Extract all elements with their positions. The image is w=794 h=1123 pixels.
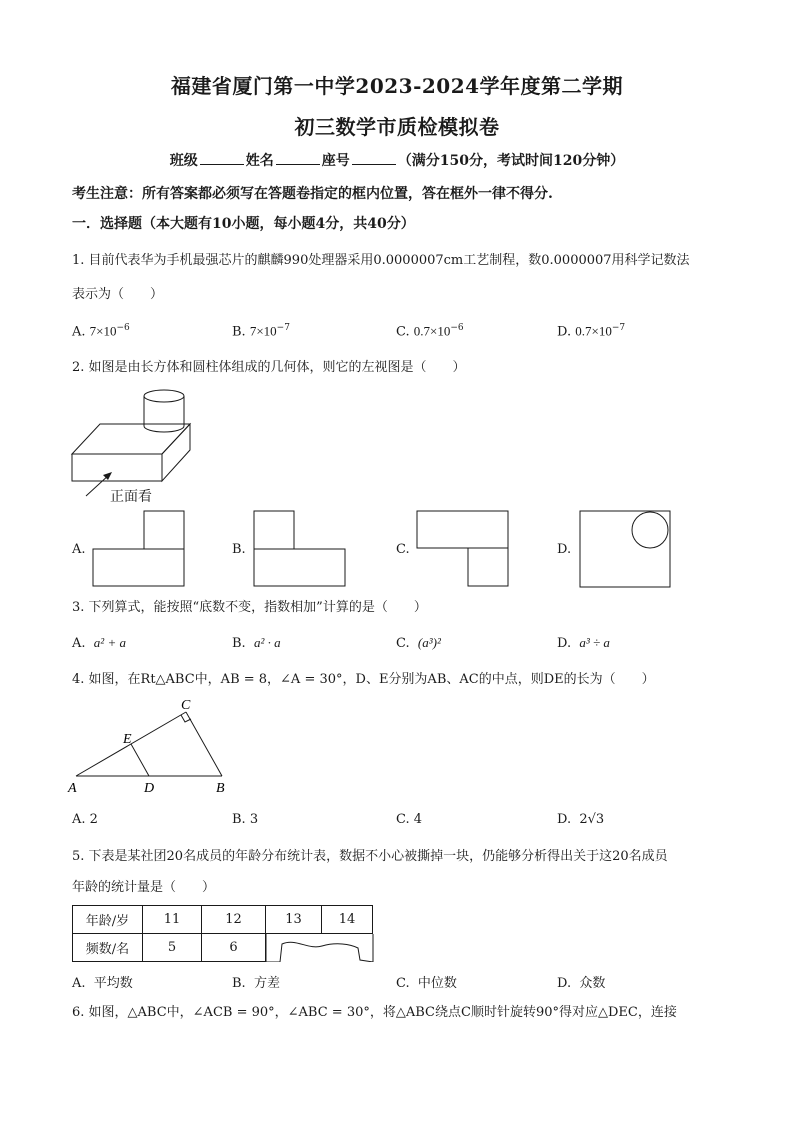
option-label: D. xyxy=(557,636,572,651)
class-label: 班级 xyxy=(169,153,198,169)
table-row xyxy=(73,934,373,962)
table-cell: 6 xyxy=(202,934,266,962)
option-value: 中位数 xyxy=(417,976,457,991)
option-value: 平均数 xyxy=(93,976,133,991)
q4-option-d[interactable] xyxy=(557,812,604,827)
q2-option-d-figure[interactable] xyxy=(579,510,673,588)
option-label: D. xyxy=(557,812,572,827)
point-e-label: E xyxy=(123,732,132,747)
option-value: 方差 xyxy=(253,976,280,991)
exam-title: 福建省厦门第一中学2023-2024学年度第二学期 xyxy=(170,74,624,98)
option-expr: a² + a xyxy=(93,635,126,650)
table-cell: 14 xyxy=(322,906,373,934)
table-row xyxy=(73,906,373,934)
exam-subtitle: 初三数学市质检模拟卷 xyxy=(294,115,500,139)
q1-option-c[interactable] xyxy=(396,323,464,339)
q3-option-d[interactable] xyxy=(557,635,610,651)
torn-cell xyxy=(266,934,373,962)
score-note: （满分150分，考试时间120分钟） xyxy=(397,153,625,169)
table-cell: 13 xyxy=(266,906,322,934)
q5-option-a[interactable] xyxy=(72,972,133,991)
seat-label: 座号 xyxy=(321,153,350,169)
table-cell: 频数/名 xyxy=(73,934,143,962)
class-blank[interactable] xyxy=(200,150,244,165)
option-exp: −7 xyxy=(276,323,290,333)
option-value: 2√3 xyxy=(579,812,605,827)
q2-option-c-figure[interactable] xyxy=(416,510,510,588)
name-label: 姓名 xyxy=(245,153,274,169)
option-base: 7×10 xyxy=(89,323,117,339)
option-exp: −7 xyxy=(611,323,626,333)
option-label: B. xyxy=(232,812,246,827)
table-cell: 12 xyxy=(202,906,266,934)
q2-option-b-figure[interactable] xyxy=(253,510,347,588)
q2-option-a-figure[interactable] xyxy=(92,510,186,588)
q2-option-d-label: D. xyxy=(557,542,572,557)
q5-option-c[interactable] xyxy=(396,972,457,991)
option-label: A. xyxy=(72,324,86,340)
q4-option-b[interactable] xyxy=(232,812,258,827)
exam-notice: 考生注意：所有答案都必须写在答题卷指定的框内位置，答在框外一律不得分. xyxy=(72,186,553,202)
q3-option-b[interactable] xyxy=(232,635,281,651)
q1-option-a[interactable] xyxy=(72,323,130,339)
point-d-label: D xyxy=(144,781,155,796)
q5-age-table xyxy=(72,905,373,962)
option-expr: a² · a xyxy=(253,635,281,650)
q1-option-b[interactable] xyxy=(232,323,290,339)
option-value: 3 xyxy=(249,812,259,827)
q4-text: 4. 如图，在Rt△ABC中，AB = 8，∠A = 30°，D、E分别为AB、AC的中点，则DE的长为（ ） xyxy=(72,672,655,687)
q5-option-b[interactable] xyxy=(232,972,280,991)
q2-option-c-label: C. xyxy=(396,542,410,557)
option-exp: −6 xyxy=(116,323,130,333)
option-label: A. xyxy=(72,812,86,827)
option-value: 4 xyxy=(413,812,423,827)
q3-text: 3. 下列算式，能按照“底数不变，指数相加”计算的是（ ） xyxy=(72,600,427,615)
option-label: C. xyxy=(396,812,410,827)
point-b-label: B xyxy=(216,781,225,796)
table-cell: 年龄/岁 xyxy=(73,906,143,934)
option-label: C. xyxy=(396,636,410,651)
option-value: 众数 xyxy=(579,976,606,991)
q4-option-a[interactable] xyxy=(72,812,98,827)
student-info-line xyxy=(0,150,794,170)
option-label: D. xyxy=(557,324,572,340)
q1-line2: 表示为（ ） xyxy=(72,287,164,302)
q5-line1: 5. 下表是某社团20名成员的年龄分布统计表，数据不小心被撕掉一块，仍能够分析得出关于这20名成员 xyxy=(72,849,668,864)
q2-text: 2. 如图是由长方体和圆柱体组成的几何体，则它的左视图是（ ） xyxy=(72,360,466,375)
option-label: B. xyxy=(232,636,246,651)
name-blank[interactable] xyxy=(276,150,320,165)
option-label: C. xyxy=(396,324,410,340)
option-value: 2 xyxy=(89,812,98,827)
option-base: 0.7×10 xyxy=(413,323,451,339)
option-label: C. xyxy=(396,976,410,991)
q3-option-c[interactable] xyxy=(396,635,441,651)
option-label: A. xyxy=(72,976,86,991)
q2-option-b-label: B. xyxy=(232,542,246,557)
q2-view-label: 正面看 xyxy=(110,489,152,505)
q5-line2: 年龄的统计量是（ ） xyxy=(72,880,216,895)
table-cell: 11 xyxy=(143,906,202,934)
option-base: 7×10 xyxy=(249,323,277,339)
q1-option-d[interactable] xyxy=(557,323,625,339)
point-c-label: C xyxy=(181,698,191,713)
option-label: B. xyxy=(232,976,246,991)
torn-edge-mark xyxy=(266,934,374,962)
option-label: B. xyxy=(232,324,246,340)
q1-line1: 1. 目前代表华为手机最强芯片的麒麟990处理器采用0.0000007cm工艺制程，数0.0000007用科学记数法 xyxy=(72,253,690,268)
point-a-label: A xyxy=(68,781,77,796)
seat-blank[interactable] xyxy=(352,150,396,165)
option-label: D. xyxy=(557,976,572,991)
q2-option-a-label: A. xyxy=(72,542,86,557)
option-base: 0.7×10 xyxy=(575,323,612,339)
option-exp: −6 xyxy=(450,323,464,333)
option-label: A. xyxy=(72,636,86,651)
q3-option-a[interactable] xyxy=(72,635,126,651)
section-heading: 一．选择题（本大题有10小题，每小题4分，共40分） xyxy=(72,216,415,232)
table-cell: 5 xyxy=(143,934,202,962)
q4-option-c[interactable] xyxy=(396,812,422,827)
option-expr: a³ ÷ a xyxy=(579,635,610,650)
q5-option-d[interactable] xyxy=(557,972,605,991)
q4-triangle-figure xyxy=(66,696,236,796)
q6-text: 6. 如图，△ABC中，∠ACB = 90°，∠ABC = 30°，将△ABC绕点C顺时针旋转90°得对应△DEC，连接 xyxy=(72,1005,677,1020)
option-expr: (a³)² xyxy=(417,635,441,650)
